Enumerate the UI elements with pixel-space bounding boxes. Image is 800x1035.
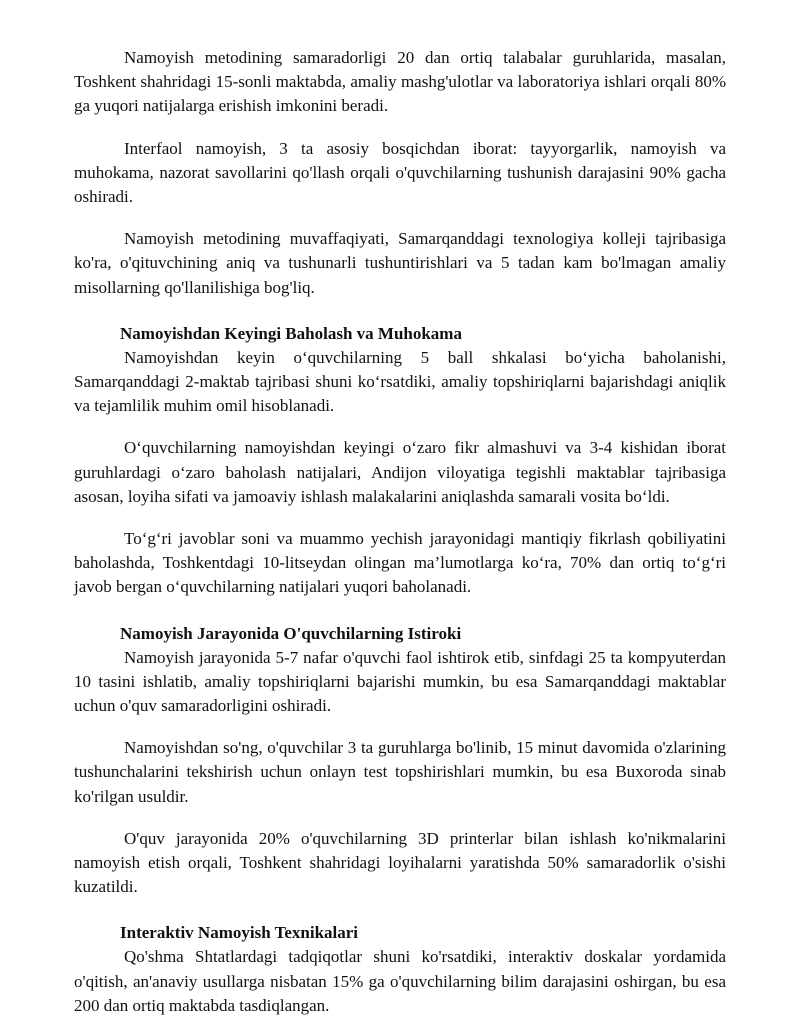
paragraph-baholash-2: O‘quvchilarning namoyishdan keyingi o‘zaro fikr almashuvi va 3-4 kishidan iborat guruhlardagi o‘zaro baholash natijalari, Andijon viloyatiga tegishli maktablar tajribasiga asosan, loyiha sifati va jamoaviy ishlash malakalarini aniqlashda samarali vosita bo‘ldi. xyxy=(74,438,726,506)
paragraph-intro-3: Namoyish metodining muvaffaqiyati, Samarqanddagi texnologiya kolleji tajribasiga ko'ra, o'qituvchining aniq va tushunarli tushuntirishlari va 5 tadan kam bo'lmagan amaliy misollarning qo'llanilishiga bog'liq. xyxy=(74,229,726,297)
paragraph-istirok-1: Namoyish jarayonida 5-7 nafar o'quvchi faol ishtirok etib, sinfdagi 25 ta kompyuterdan 10 tasini ishlatib, amaliy topshiriqlarni bajarishi mumkin, bu esa Samarqanddagi maktablar uchun o'quv samaradorligini oshiradi. xyxy=(74,647,726,716)
paragraph-istirok-3: O'quv jarayonida 20% o'quvchilarning 3D printerlar bilan ishlash ko'nikmalarini namoyish etish orqali, Toshkent shahridagi loyihalarni yaratishda 50% samaradorlik o'sishi kuzatildi. xyxy=(74,828,726,897)
section-heading-istirok: Namoyish Jarayonida O'quvchilarning Istiroki xyxy=(120,623,462,643)
paragraph-istirok-2: Namoyishdan so'ng, o'quvchilar 3 ta guruhlarga bo'linib, 15 minut davomida o'zlarining tushunchalarini tekshirish uchun onlayn test topshirishlari mumkin, bu esa Buxoroda sinab ko'rilgan usuldir. xyxy=(74,738,726,806)
paragraph-interaktiv-1: Qo'shma Shtatlardagi tadqiqotlar shuni ko'rsatdiki, interaktiv doskalar yordamida o'qitish, an'anaviy usullarga nisbatan 15% ga o'quvchilarning bilim darajasini oshirgan, bu esa 200 dan ortiq maktabda tasdiqlangan. xyxy=(74,947,726,1015)
paragraph-intro-2: Interfaol namoyish, 3 ta asosiy bosqichdan iborat: tayyorgarlik, namoyish va muhokama, nazorat savollarini qo'llash orqali o'quvchilarning tushunish darajasini 90% gacha oshiradi. xyxy=(74,138,726,207)
section-heading-baholash: Namoyishdan Keyingi Baholash va Muhokama xyxy=(120,323,462,343)
paragraph-intro-1: Namoyish metodining samaradorligi 20 dan ortiq talabalar guruhlarida, masalan, Toshkent shahridagi 15-sonli maktabda, amaliy mashg'ulotlar va laboratoriya ishlari orqali 80% ga yuqori natijalarga erishish imkonini beradi. xyxy=(74,48,726,116)
paragraph-baholash-1: Namoyishdan keyin o‘quvchilarning 5 ball shkalasi bo‘yicha baholanishi, Samarqanddagi 2-maktab tajribasi shuni ko‘rsatdiki, amaliy topshiriqlarni bajarishdagi aniqlik va tejamlilik muhim omil hisoblanadi. xyxy=(74,347,726,416)
section-heading-interaktiv: Interaktiv Namoyish Texnikalari xyxy=(120,923,359,943)
paragraph-baholash-3: To‘g‘ri javoblar soni va muammo yechish jarayonidagi mantiqiy fikrlash qobiliyatini baholashda, Toshkentdagi 10-litseydan olingan ma’lumotlarga ko‘ra, 70% dan ortiq to‘g‘ri javob bergan o‘quvchilarning natijalari yuqori baholanadi. xyxy=(74,529,726,597)
